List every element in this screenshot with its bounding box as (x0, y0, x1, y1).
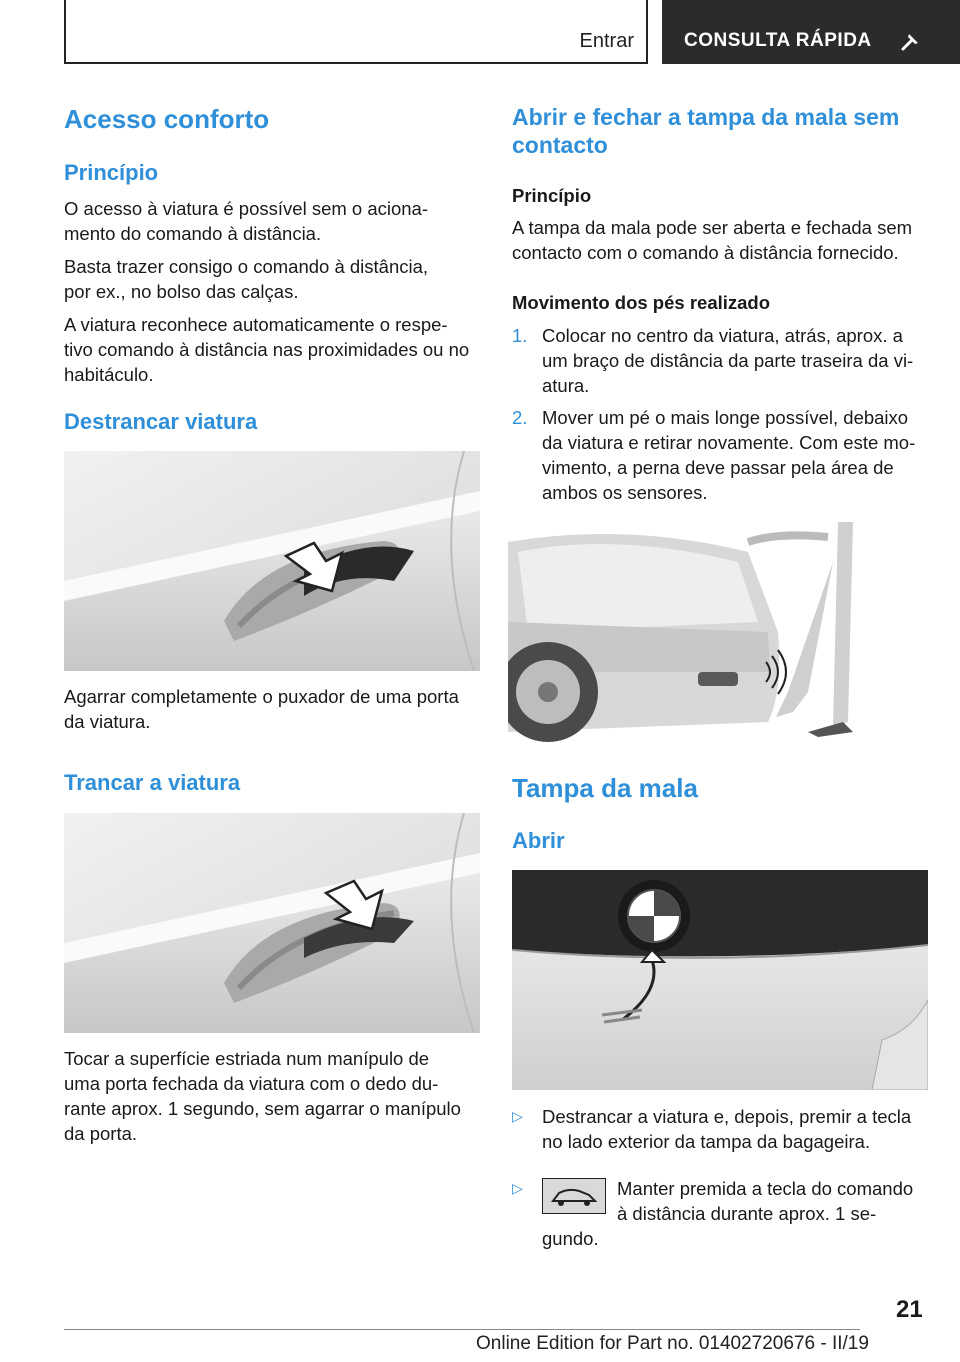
text-line: Mover um pé o mais longe possível, debaixo (542, 407, 909, 428)
text-line: contacto com o comando à distância fornecido. (512, 242, 899, 263)
text-line: ambos os sensores. (542, 482, 708, 503)
contactless-trunk-title (512, 103, 932, 159)
text-line: gundo. (542, 1228, 599, 1249)
header-section-box (64, 0, 648, 64)
text-line: uma porta fechada da viatura com o dedo du- (64, 1073, 439, 1094)
text-line: Manter premida a tecla do comando (617, 1178, 914, 1199)
acesso-conforto-title: Acesso conforto (64, 104, 270, 134)
section-title: Entrar (579, 30, 634, 52)
text-line: Basta trazer consigo o comando à distância, (64, 256, 429, 277)
unlock-caption (64, 684, 484, 734)
car-rear-foot-gesture-image (508, 522, 862, 742)
steps-list (512, 323, 932, 505)
text-line: Agarrar completamente o puxador de uma porta (64, 686, 459, 707)
text-line: Destrancar a viatura e, depois, premir a tecla (542, 1106, 912, 1127)
text-line: Tocar a superfície estriada num manípulo de (64, 1048, 430, 1069)
open-bullets (512, 1104, 932, 1256)
trunk-button-image (512, 870, 928, 1090)
bullet-item (512, 1104, 932, 1154)
text-line: mento do comando à distância. (64, 223, 322, 244)
principle-text (64, 196, 484, 387)
text-line: tivo comando à distância nas proximidades ou no (64, 339, 470, 360)
text-line: um braço de distância da parte traseira da vi- (542, 350, 914, 371)
text-line: no lado exterior da tampa da bagageira. (542, 1131, 871, 1152)
text-line: O acesso à viatura é possível sem o aciona- (64, 198, 429, 219)
bullet-marker: ▷ (512, 1180, 523, 1196)
text-line: atura. (542, 375, 590, 396)
quick-reference-label: CONSULTA RÁPIDA (684, 30, 872, 51)
text-line: A tampa da mala pode ser aberta e fechada sem (512, 217, 913, 238)
text-line: rante aprox. 1 segundo, sem agarrar o manípulo (64, 1098, 461, 1119)
principle-subheading: Princípio (512, 185, 592, 206)
text-line: habitáculo. (64, 364, 154, 385)
door-handle-lock-image (64, 813, 480, 1033)
title-line: Abrir e fechar a tampa da mala sem (512, 104, 900, 130)
text-line: à distância durante aprox. 1 se- (617, 1203, 877, 1224)
foot-movement-heading: Movimento dos pés realizado (512, 292, 771, 313)
text-line: vimento, a perna deve passar pela área de (542, 457, 894, 478)
unlock-heading: Destrancar viatura (64, 409, 258, 434)
step-item (512, 323, 932, 398)
title-line: contacto (512, 132, 608, 158)
lock-heading: Trancar a viatura (64, 770, 241, 795)
principle-heading: Princípio (64, 160, 159, 185)
bullet-item (512, 1176, 932, 1256)
text-line: da viatura. (64, 711, 151, 732)
text-line: da viatura e retirar novamente. Com este mo- (542, 432, 916, 453)
text-line: Colocar no centro da viatura, atrás, aprox. a (542, 325, 903, 346)
lock-caption (64, 1046, 484, 1146)
wrench-icon (900, 30, 922, 52)
footer-divider (64, 1329, 860, 1330)
text-line: A viatura reconhece automaticamente o respe- (64, 314, 448, 335)
step-number: 1. (512, 325, 528, 346)
car-trunk-key-icon (542, 1178, 606, 1214)
edition-info: Online Edition for Part no. 01402720676 - II/19 (476, 1333, 869, 1354)
step-item (512, 405, 932, 505)
trunk-lid-title: Tampa da mala (512, 773, 698, 803)
door-handle-unlock-image (64, 451, 480, 671)
bullet-marker: ▷ (512, 1108, 523, 1124)
step-number: 2. (512, 407, 528, 428)
text-line: da porta. (64, 1123, 138, 1144)
page-number: 21 (896, 1296, 923, 1323)
quick-reference-tab[interactable] (662, 0, 960, 64)
contactless-principle-text (512, 215, 932, 265)
text-line: por ex., no bolso das calças. (64, 281, 299, 302)
open-heading: Abrir (512, 828, 565, 853)
